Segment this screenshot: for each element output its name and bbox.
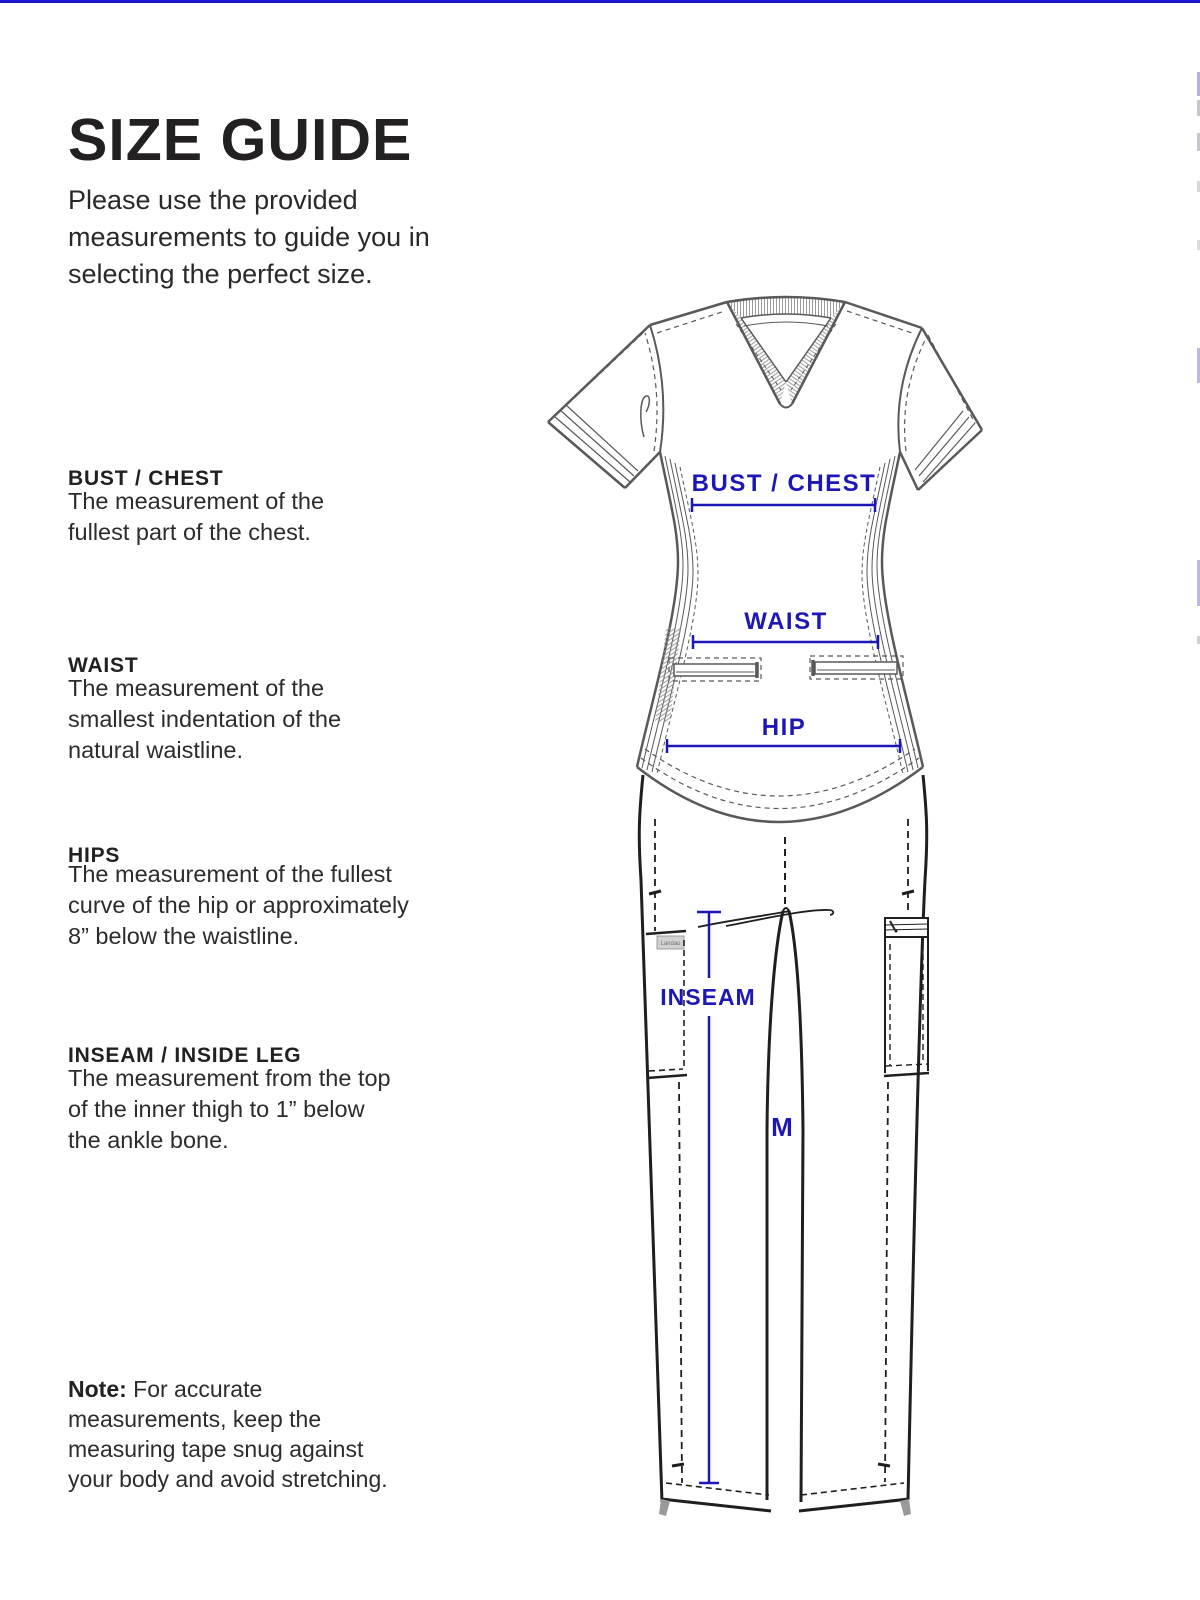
size-diagram <box>520 270 1040 1560</box>
section-heading-bust-chest: BUST / CHEST <box>68 467 224 491</box>
section-heading-inseam: INSEAM / INSIDE LEG <box>68 1044 302 1068</box>
scrubs-diagram-svg <box>520 270 1040 1560</box>
intro-line: Please use the provided <box>68 185 358 215</box>
pants-inseam-right <box>789 911 803 1502</box>
intro-paragraph <box>68 182 518 293</box>
section-body-hips <box>68 859 518 952</box>
body-line: The measurement of the <box>68 675 325 701</box>
section-heading-hips: HIPS <box>68 844 121 868</box>
hip-label: HIP <box>761 714 807 741</box>
pants-hems <box>659 1464 911 1516</box>
note-paragraph <box>68 1374 518 1494</box>
size-marker-label: M <box>771 1112 793 1142</box>
body-line: 8” below the waistline. <box>68 923 300 949</box>
body-line: the ankle bone. <box>68 1127 229 1153</box>
scrub-pants <box>639 775 929 1516</box>
body-line: smallest indentation of the <box>68 706 342 732</box>
right-pocket-seam <box>885 1082 888 1482</box>
top-divider-rule <box>0 0 1200 3</box>
body-line: of the inner thigh to 1” below <box>68 1096 365 1122</box>
right-hem-vent <box>900 1499 911 1516</box>
pants-inseam-left <box>767 911 783 1500</box>
zipper-band <box>885 918 928 937</box>
right-stitch-tick <box>902 891 914 894</box>
section-body-inseam <box>68 1063 518 1156</box>
body-line: The measurement from the top <box>68 1065 391 1091</box>
section-heading-waist: WAIST <box>68 654 139 678</box>
note-line: measuring tape snug against <box>68 1436 364 1462</box>
body-line: The measurement of the <box>68 488 325 514</box>
body-line: The measurement of the fullest <box>68 861 392 887</box>
body-line: natural waistline. <box>68 737 244 763</box>
intro-line: measurements to guide you in <box>68 222 430 252</box>
pocket-tag-label: Landau <box>660 941 681 947</box>
section-body-bust-chest <box>68 486 518 548</box>
body-line: curve of the hip or approximately <box>68 892 409 918</box>
left-pocket-seam <box>679 1082 682 1483</box>
pants-outseam-left <box>639 775 662 1502</box>
note-line: your body and avoid stretching. <box>68 1466 388 1492</box>
note-line: measurements, keep the <box>68 1406 322 1432</box>
page-title: SIZE GUIDE <box>68 106 413 173</box>
inseam-label: INSEAM <box>660 984 756 1010</box>
waist-label: WAIST <box>744 608 828 635</box>
drawstring <box>698 911 790 927</box>
intro-line: selecting the perfect size. <box>68 259 373 289</box>
note-label: Note: <box>68 1376 127 1402</box>
pants-outseam-right <box>908 775 927 1500</box>
scrub-top <box>548 297 982 822</box>
body-line: fullest part of the chest. <box>68 519 311 545</box>
note-line: For accurate <box>133 1376 263 1402</box>
bust-chest-label: BUST / CHEST <box>691 470 877 497</box>
left-stitch-tick <box>649 891 661 894</box>
section-body-waist <box>68 673 518 766</box>
